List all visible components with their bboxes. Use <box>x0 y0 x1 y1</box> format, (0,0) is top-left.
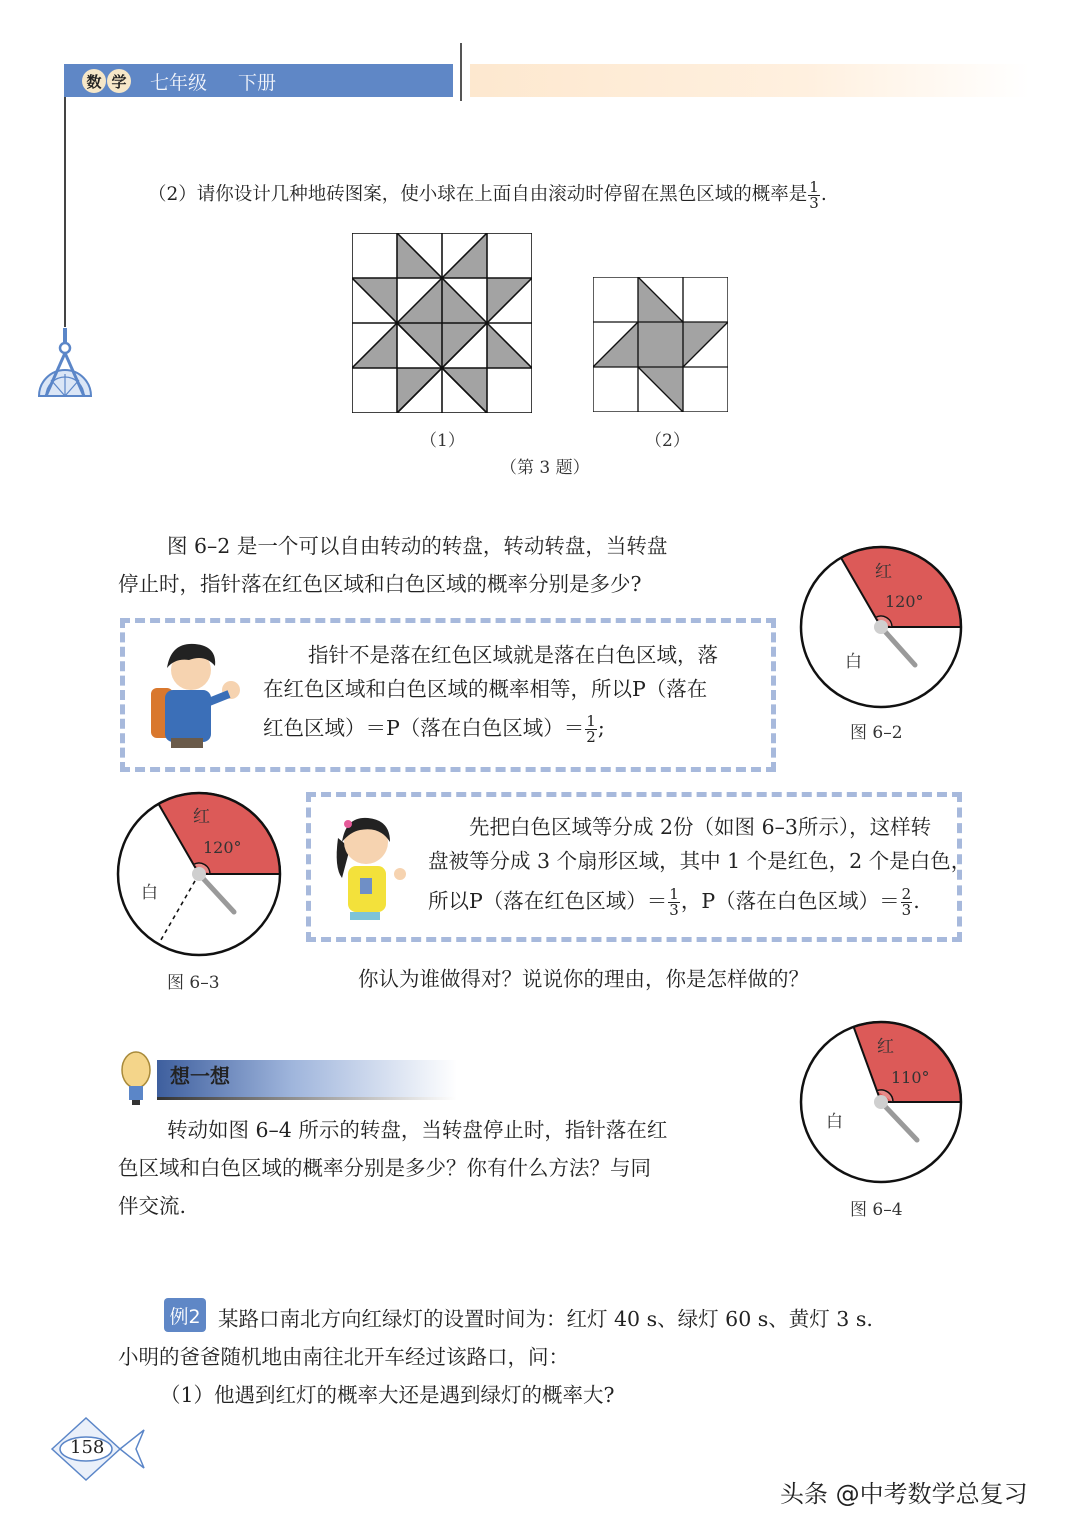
spinner-intro-line1: 图 6–2 是一个可以自由转动的转盘，转动转盘，当转盘 <box>167 534 668 558</box>
margin-line <box>64 97 66 327</box>
figure-label-2: （2） <box>645 431 690 451</box>
header-divider <box>460 43 462 101</box>
example2-line3: （1）他遇到红灯的概率大还是遇到绿灯的概率大? <box>160 1383 615 1407</box>
figure-caption-6-3: 图 6–3 <box>167 973 220 993</box>
problem3-part2: （2）请你设计几种地砖图案，使小球在上面自由滚动时停留在黑色区域的概率是 $\frac{1}{3}$ . <box>148 177 827 212</box>
compass-protractor-icon <box>36 328 94 400</box>
figure-label-1: （1） <box>420 431 465 451</box>
red-label: 红 <box>193 807 210 827</box>
think-line2: 色区域和白色区域的概率分别是多少？你有什么方法？与同 <box>118 1156 651 1180</box>
girl-line1: 先把白色区域等分成 2份（如图 6–3所示），这样转 <box>469 815 932 839</box>
angle-label: 120° <box>885 592 924 611</box>
girl-line2: 盘被等分成 3 个扇形区域，其中 1 个是红色，2 个是白色， <box>428 849 972 873</box>
boy-line3: 红色区域）＝P（落在白色区域）＝ $\frac{1}{2}$ ; <box>263 712 605 746</box>
figure-caption-6-2: 图 6–2 <box>850 723 903 743</box>
volume-label: 下册 <box>238 72 277 94</box>
white-label: 白 <box>826 1112 843 1132</box>
think-section-title: 想一想 <box>170 1064 230 1088</box>
girl-line3: 所以P（落在红色区域）＝ $\frac{1}{3}$ ，P（落在白色区域）＝ $\frac{2}{3}$ . <box>428 885 920 919</box>
discussion-question: 你认为谁做得对？说说你的理由，你是怎样做的？ <box>358 967 809 991</box>
red-label: 红 <box>875 562 892 582</box>
subject-badge-char: 数 <box>82 69 106 93</box>
example2-line2: 小明的爸爸随机地由南往北开车经过该路口，问： <box>118 1345 569 1369</box>
figure-caption: （第 3 题） <box>500 458 590 478</box>
think-underline <box>157 1097 457 1100</box>
tile-pattern-2 <box>593 277 728 412</box>
subject-badge-char: 学 <box>107 69 131 93</box>
boy-line2: 在红色区域和白色区域的概率相等，所以P（落在 <box>263 677 708 701</box>
example2-line1: 某路口南北方向红绿灯的设置时间为：红灯 40 s、绿灯 60 s、黄灯 3 s. <box>218 1307 873 1331</box>
tile-pattern-1 <box>352 233 532 413</box>
watermark: 头条 @中考数学总复习 <box>780 1480 1028 1508</box>
lightbulb-icon <box>118 1050 154 1106</box>
red-label: 红 <box>877 1037 894 1057</box>
boy-character-icon <box>145 638 245 750</box>
white-label: 白 <box>141 883 158 903</box>
think-line3: 伴交流. <box>118 1194 187 1218</box>
boy-line1: 指针不是落在红色区域就是落在白色区域，落 <box>308 643 718 667</box>
girl-character-icon <box>330 808 414 926</box>
page-number: 158 <box>70 1437 105 1458</box>
white-label: 白 <box>845 652 862 672</box>
angle-label: 120° <box>203 838 242 857</box>
angle-label: 110° <box>891 1068 930 1087</box>
spinner-intro-line2: 停止时，指针落在红色区域和白色区域的概率分别是多少? <box>118 572 642 596</box>
think-line1: 转动如图 6–4 所示的转盘，当转盘停止时，指针落在红 <box>167 1118 668 1142</box>
fraction: $\frac{1}{3}$ <box>809 177 819 212</box>
header-decoration <box>470 64 1030 97</box>
example-badge: 例2 <box>164 1298 206 1332</box>
grade-label: 七年级 <box>150 72 208 94</box>
figure-caption-6-4: 图 6–4 <box>850 1200 903 1220</box>
